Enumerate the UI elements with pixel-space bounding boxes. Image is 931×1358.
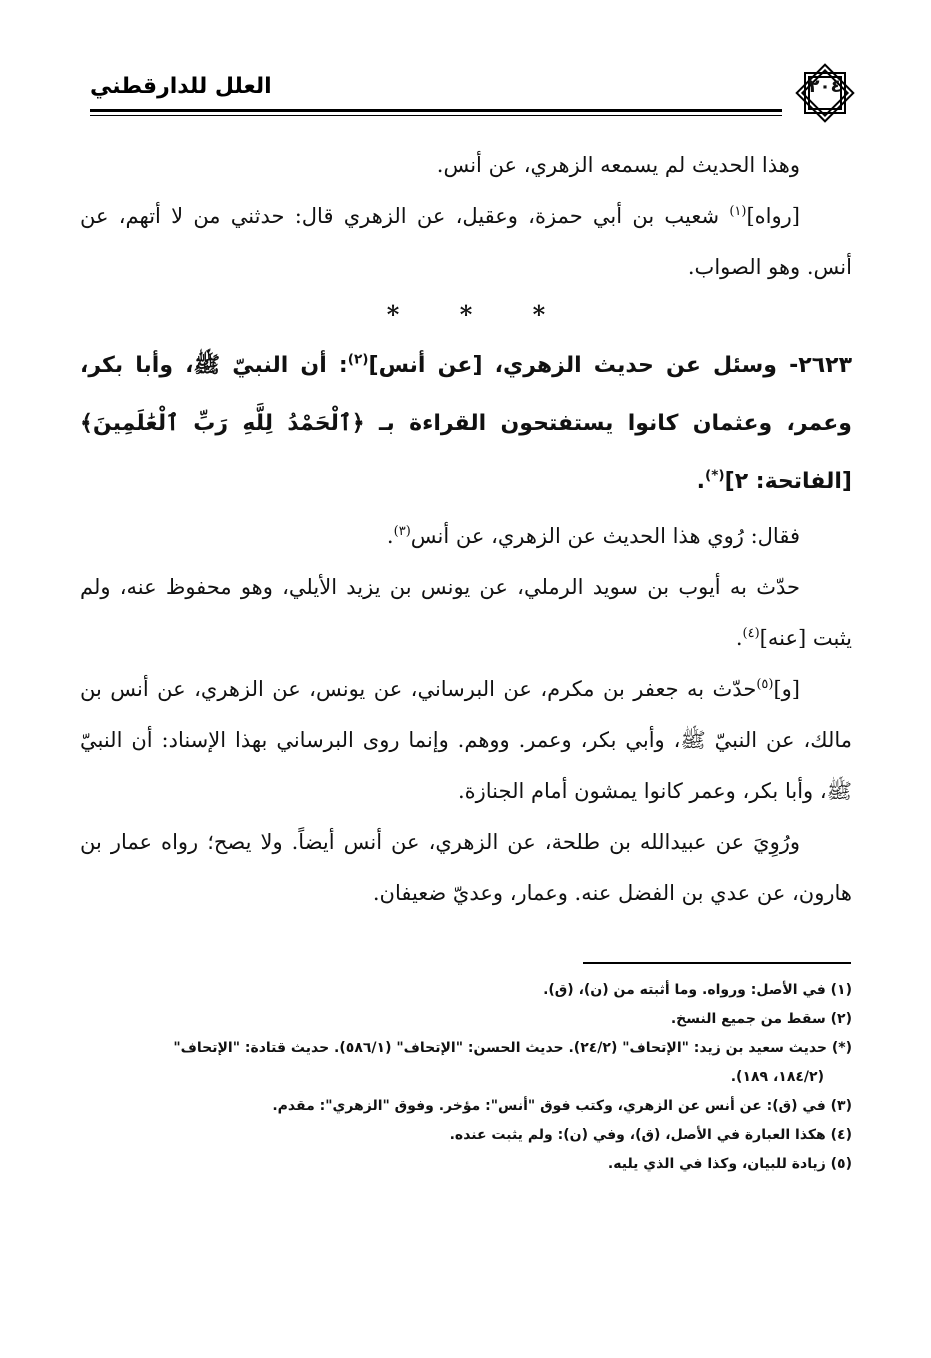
footnote-1: (١) في الأصل: ورواه. وما أثبته من (ن)، (ق). (543, 982, 852, 998)
paragraph-1: وهذا الحديث لم يسمعه الزهري، عن أنس. (436, 153, 800, 177)
paragraph-4 (80, 562, 852, 664)
footnote-4: (٤) هكذا العبارة في الأصل، (ق)، وفي (ن): ولم يثبت عنده. (449, 1127, 852, 1143)
paragraph-4-end: . (735, 626, 743, 650)
paragraph-2-text: شعيب بن أبي حمزة، وعقيل، عن الزهري قال: حدثني من لا أتهم، عن أنس. وهو الصواب. (80, 204, 852, 279)
paragraph-3-end: . (386, 524, 394, 548)
footnote-star-continued: (١٨٤/٢، ١٨٩). (730, 1069, 824, 1085)
paragraph-3 (80, 511, 852, 562)
paragraph-2 (80, 191, 852, 293)
running-head: العلل للدارقطني (90, 74, 272, 99)
footnote-ref-2: (٢) (347, 351, 369, 368)
entry-text: : أن النبيّ ﷺ، وأبا بكر، وعمر، وعثمان كانوا يستفتحون القراءة بـ ﴿ٱلْحَمْدُ لِلَّهِ رَبِّ ٱلْعَٰلَمِينَ﴾ [الفاتحة: ٢] (80, 353, 852, 494)
entry-heading: ٢٦٢٣- وسئل عن حديث الزهري، [عن أنس] (368, 353, 852, 378)
footnote-star: (*) حديث سعيد بن زيد: "الإتحاف" (٢٤/٢). حديث الحسن: "الإتحاف" (٥٨٦/١). حديث قتادة: "الإتحاف" (173, 1040, 852, 1056)
footnote-2: (٢) سقط من جميع النسخ. (670, 1011, 852, 1027)
main-text (80, 140, 852, 919)
paragraph-6: ورُوِيَ عن عبيدالله بن طلحة، عن الزهري، عن أنس أيضاً. ولا يصح؛ رواه عمار بن هارون، عن عدي بن الفضل عنه. وعمار، وعديّ ضعيفان. (80, 830, 852, 905)
paragraph-5 (80, 664, 852, 817)
divider-star: * (532, 300, 546, 329)
header-rule (90, 109, 782, 116)
section-divider (80, 293, 852, 337)
paragraph-4-text: حدّث به أيوب بن سويد الرملي، عن يونس بن يزيد الأيلي، وهو محفوظ عنه، ولم يثبت [عنه] (80, 575, 852, 650)
footnote-ref-3: (٣) (393, 524, 411, 539)
footnote-ref-5: (٥) (756, 677, 774, 692)
paragraph-3-text: فقال: رُوي هذا الحديث عن الزهري، عن أنس (410, 524, 800, 548)
bracket-text: [رواه] (746, 204, 800, 228)
page-header (70, 62, 860, 122)
footnote-ref-4: (٤) (742, 626, 760, 641)
divider-star: * (459, 300, 473, 329)
entry-end: . (696, 469, 706, 494)
footnote-ref-1: (١) (729, 204, 747, 219)
footnote-ref-star: (*) (705, 467, 725, 484)
hadith-entry-2623 (80, 337, 852, 511)
footnotes (80, 976, 852, 1179)
footnote-separator (583, 962, 851, 964)
page-number: ٢٠٤ (808, 76, 842, 97)
divider-star: * (386, 300, 400, 329)
paragraph-5-text: حدّث به جعفر بن مكرم، عن البرساني، عن يونس، عن الزهري، عن أنس بن مالك، عن النبيّ ﷺ، وأبي بكر، وعمر. ووهم. وإنما روى البرساني بهذا الإسناد: أن النبيّ ﷺ، وأبا بكر، وعمر كانوا يمشون أمام الجنازة. (80, 677, 852, 803)
footnote-5: (٥) زيادة للبيان، وكذا في الذي يليه. (607, 1156, 852, 1172)
footnote-3: (٣) في (ق): عن أنس عن الزهري، وكتب فوق "أنس": مؤخر. وفوق "الزهري": مقدم. (272, 1098, 852, 1114)
bracket-text: [و] (773, 677, 800, 701)
